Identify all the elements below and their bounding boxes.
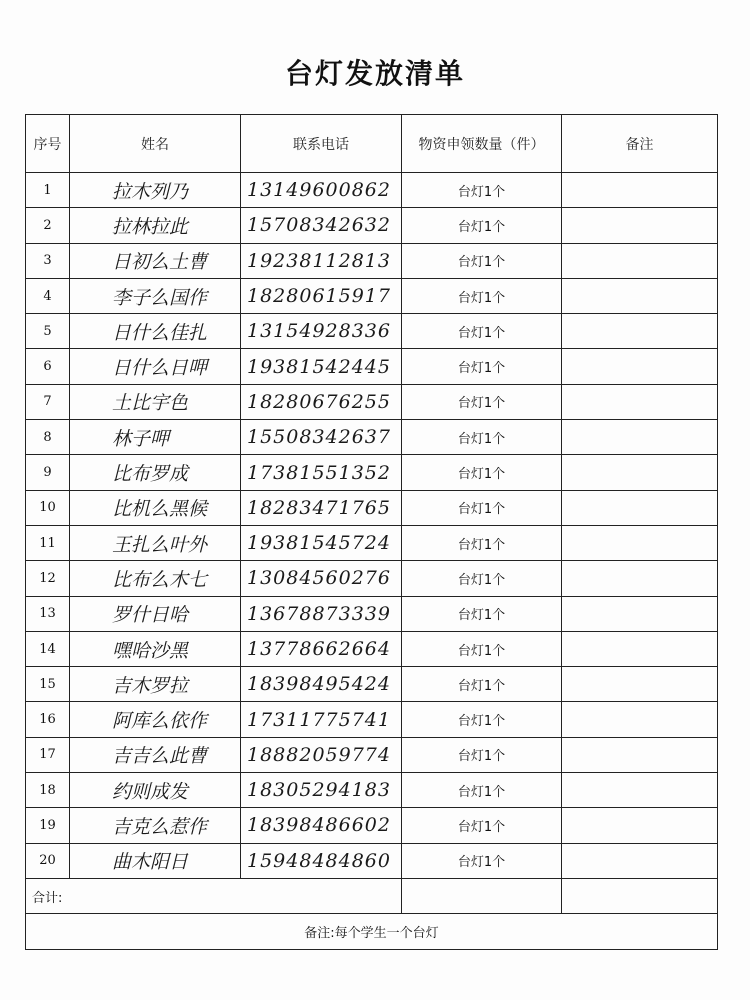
row-name: 比布么木七 (70, 561, 241, 596)
row-index: 1 (26, 173, 70, 208)
table-row (26, 737, 718, 772)
row-index: 13 (26, 596, 70, 631)
row-remark (562, 420, 718, 455)
table-row (26, 243, 718, 278)
table-row (26, 173, 718, 208)
row-phone: 19238112813 (241, 243, 402, 278)
row-item: 台灯1个 (402, 702, 562, 737)
row-item: 台灯1个 (402, 667, 562, 702)
row-name: 罗什日哈 (70, 596, 241, 631)
row-name: 阿库么依作 (70, 702, 241, 737)
table-row (26, 561, 718, 596)
row-phone: 18283471765 (241, 490, 402, 525)
row-name: 吉吉么此曹 (70, 737, 241, 772)
row-index: 9 (26, 455, 70, 490)
row-index: 12 (26, 561, 70, 596)
row-item: 台灯1个 (402, 561, 562, 596)
row-index: 11 (26, 525, 70, 560)
table-row (26, 208, 718, 243)
row-remark (562, 737, 718, 772)
total-row (26, 878, 718, 913)
table-row (26, 596, 718, 631)
row-name: 林子呷 (70, 420, 241, 455)
row-phone: 18280615917 (241, 278, 402, 313)
row-item: 台灯1个 (402, 455, 562, 490)
header-item: 物资申领数量（件） (402, 115, 562, 173)
row-item: 台灯1个 (402, 420, 562, 455)
footer-note-row (26, 914, 718, 949)
row-index: 16 (26, 702, 70, 737)
row-name: 嘿哈沙黑 (70, 631, 241, 666)
row-name: 日初么土曹 (70, 243, 241, 278)
row-remark (562, 667, 718, 702)
row-phone: 19381542445 (241, 349, 402, 384)
row-remark (562, 208, 718, 243)
row-item: 台灯1个 (402, 349, 562, 384)
row-index: 5 (26, 314, 70, 349)
header-row (26, 115, 718, 173)
row-phone: 13084560276 (241, 561, 402, 596)
row-item: 台灯1个 (402, 737, 562, 772)
row-item: 台灯1个 (402, 278, 562, 313)
row-index: 4 (26, 278, 70, 313)
table-row (26, 455, 718, 490)
row-item: 台灯1个 (402, 490, 562, 525)
row-name: 拉林拉此 (70, 208, 241, 243)
table-row (26, 278, 718, 313)
row-item: 台灯1个 (402, 631, 562, 666)
row-index: 15 (26, 667, 70, 702)
row-name: 王扎么叶外 (70, 525, 241, 560)
row-phone: 19381545724 (241, 525, 402, 560)
row-index: 20 (26, 843, 70, 878)
row-phone: 18280676255 (241, 384, 402, 419)
table-row (26, 349, 718, 384)
row-remark (562, 243, 718, 278)
row-remark (562, 384, 718, 419)
row-index: 2 (26, 208, 70, 243)
row-name: 比布罗成 (70, 455, 241, 490)
row-remark (562, 314, 718, 349)
row-item: 台灯1个 (402, 596, 562, 631)
table-row (26, 525, 718, 560)
row-phone: 18882059774 (241, 737, 402, 772)
row-index: 3 (26, 243, 70, 278)
row-remark (562, 702, 718, 737)
table-row (26, 420, 718, 455)
row-remark (562, 525, 718, 560)
row-phone: 17311775741 (241, 702, 402, 737)
table-body (26, 173, 718, 879)
table-row (26, 384, 718, 419)
row-remark (562, 490, 718, 525)
row-index: 17 (26, 737, 70, 772)
row-item: 台灯1个 (402, 843, 562, 878)
row-remark (562, 631, 718, 666)
row-name: 吉木罗拉 (70, 667, 241, 702)
header-name: 姓名 (70, 115, 241, 173)
table-row (26, 808, 718, 843)
row-item: 台灯1个 (402, 208, 562, 243)
distribution-table (25, 114, 718, 950)
row-item: 台灯1个 (402, 243, 562, 278)
row-index: 10 (26, 490, 70, 525)
row-index: 8 (26, 420, 70, 455)
row-item: 台灯1个 (402, 314, 562, 349)
row-phone: 17381551352 (241, 455, 402, 490)
row-remark (562, 596, 718, 631)
row-index: 18 (26, 773, 70, 808)
row-name: 曲木阳日 (70, 843, 241, 878)
row-phone: 13678873339 (241, 596, 402, 631)
total-item-cell (402, 878, 562, 913)
row-phone: 15508342637 (241, 420, 402, 455)
document-title: 台灯发放清单 (284, 57, 465, 90)
header-phone: 联系电话 (241, 115, 402, 173)
row-remark (562, 278, 718, 313)
row-item: 台灯1个 (402, 384, 562, 419)
total-label: 合计: (26, 878, 402, 913)
row-item: 台灯1个 (402, 173, 562, 208)
row-name: 日什么日呷 (70, 349, 241, 384)
row-phone: 18398495424 (241, 667, 402, 702)
row-phone: 13778662664 (241, 631, 402, 666)
table-row (26, 631, 718, 666)
total-remark-cell (562, 878, 718, 913)
row-name: 土比宇色 (70, 384, 241, 419)
table-row (26, 702, 718, 737)
table-row (26, 773, 718, 808)
row-phone: 13154928336 (241, 314, 402, 349)
row-remark (562, 349, 718, 384)
row-remark (562, 843, 718, 878)
header-index: 序号 (26, 115, 70, 173)
row-index: 7 (26, 384, 70, 419)
row-index: 19 (26, 808, 70, 843)
row-phone: 13149600862 (241, 173, 402, 208)
row-index: 14 (26, 631, 70, 666)
table-row (26, 490, 718, 525)
table-row (26, 667, 718, 702)
row-item: 台灯1个 (402, 808, 562, 843)
row-remark (562, 173, 718, 208)
row-phone: 15708342632 (241, 208, 402, 243)
table-row (26, 314, 718, 349)
footer-note: 备注:每个学生一个台灯 (26, 914, 718, 949)
table-row (26, 843, 718, 878)
row-name: 比机么黑候 (70, 490, 241, 525)
row-item: 台灯1个 (402, 525, 562, 560)
row-remark (562, 773, 718, 808)
row-item: 台灯1个 (402, 773, 562, 808)
row-name: 约则成发 (70, 773, 241, 808)
row-phone: 18305294183 (241, 773, 402, 808)
row-phone: 18398486602 (241, 808, 402, 843)
row-name: 吉克么惹作 (70, 808, 241, 843)
row-remark (562, 455, 718, 490)
row-name: 李子么国作 (70, 278, 241, 313)
row-phone: 15948484860 (241, 843, 402, 878)
header-remark: 备注 (562, 115, 718, 173)
row-remark (562, 561, 718, 596)
row-remark (562, 808, 718, 843)
row-name: 日什么佳扎 (70, 314, 241, 349)
row-index: 6 (26, 349, 70, 384)
row-name: 拉木列乃 (70, 173, 241, 208)
